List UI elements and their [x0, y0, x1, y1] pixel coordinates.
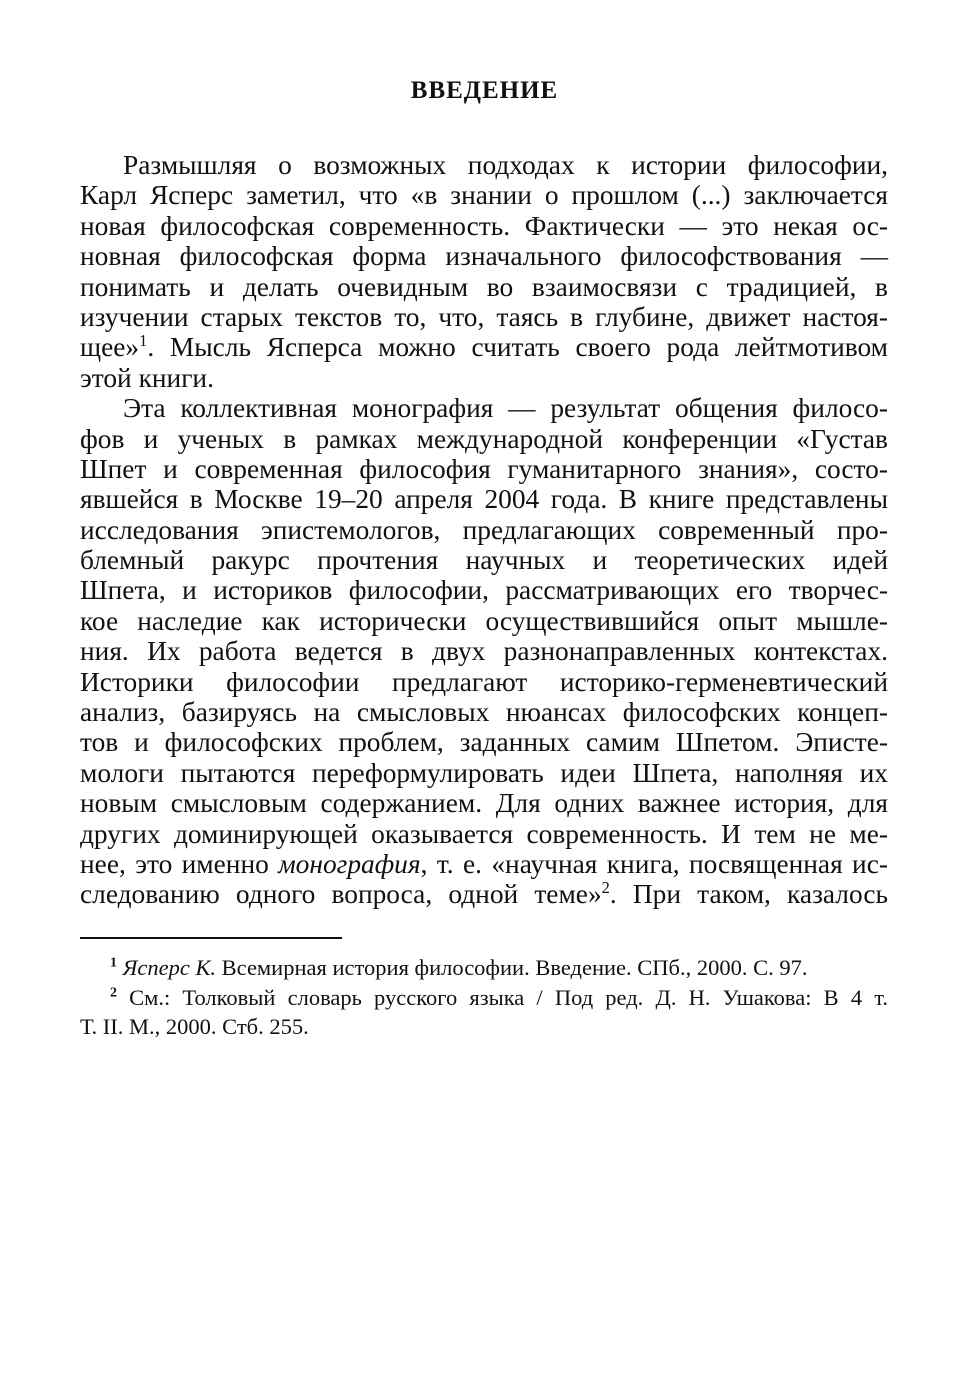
text-line: мологи пытаются переформулировать идеи Шпета, наполняя их [80, 757, 888, 788]
text-fragment: щее» [80, 332, 140, 363]
text-line: Историки философии предлагают историко-герменевтический [80, 666, 888, 697]
text-line: явшейся в Москве 19–20 апреля 2004 года. В книге представлены [80, 484, 888, 515]
footnote-1 [80, 953, 888, 983]
footnote-divider [80, 937, 342, 939]
text-line: понимать и делать очевидным во взаимосвязи с традицией, в [80, 271, 888, 302]
footnote-author: Ясперс К. [122, 955, 217, 980]
text-line: новная философская форма изначального философствования — [80, 241, 888, 272]
text-line: Карл Ясперс заметил, что «в знании о прошлом (...) заключается [80, 180, 888, 211]
text-fragment: , т. е. «научная книга, посвященная ис- [420, 848, 888, 879]
text-line: кое наследие как исторически осуществившийся опыт мышле- [80, 605, 888, 636]
text-line: новым смысловым содержанием. Для одних важнее история, для [80, 788, 888, 819]
footnote-marker: 1 [110, 955, 117, 971]
footnotes [80, 953, 888, 1042]
text-line: исследования эпистемологов, предлагающих современный про- [80, 514, 888, 545]
main-text [80, 150, 888, 910]
footnote-text: Всемирная история философии. Введение. СПб., 2000. С. 97. [216, 955, 808, 980]
text-fragment: . При таком, казалось [609, 879, 888, 910]
text-fragment: следованию одного вопроса, одной теме» [80, 879, 602, 910]
paragraph-1 [80, 150, 888, 393]
text-line [80, 879, 888, 909]
text-line: тов и философских проблем, заданных самим Шпетом. Эписте- [80, 727, 888, 758]
paragraph-2 [80, 393, 888, 910]
text-line: Размышляя о возможных подходах к истории философии, [123, 150, 888, 180]
footnote-marker: 2 [110, 985, 117, 1001]
text-line: фов и ученых в рамках международной конференции «Густав [80, 423, 888, 454]
text-line: Эта коллективная монография — результат общения филосо- [123, 393, 888, 424]
text-line: новая философская современность. Фактически — это некая ос- [80, 210, 888, 241]
text-line: изучении старых текстов то, что, таясь в глубине, движет настоя- [80, 301, 888, 332]
footnote-2 [80, 983, 888, 1013]
text-line: блемный ракурс прочтения научных и теоретических идей [80, 545, 888, 576]
text-line [80, 849, 888, 879]
footnote-text: См.: Толковый словарь русского языка / Под ред. Д. Н. Ушакова: В 4 т. [116, 984, 888, 1010]
text-line: других доминирующей оказывается современность. И тем не ме- [80, 818, 888, 849]
text-line: этой книги. [80, 362, 214, 393]
text-line [80, 332, 888, 362]
footnote-2-continued: Т. II. М., 2000. Стб. 255. [80, 1014, 309, 1040]
page-title: ВВЕДЕНИЕ [410, 77, 559, 104]
text-line: анализ, базируясь на смысловых нюансах философских концеп- [80, 697, 888, 728]
text-line: Шпет и современная философия гуманитарного знания», состо- [80, 453, 888, 484]
emphasis-term: монография [278, 848, 421, 879]
text-line: Шпета, и историков философии, рассматривающих его творчес- [80, 575, 888, 606]
footnote-ref-1[interactable]: 1 [139, 331, 148, 351]
footnote-ref-2[interactable]: 2 [601, 878, 610, 898]
text-fragment: нее, это именно [80, 848, 279, 879]
text-fragment: . Мысль Ясперса можно считать своего рода лейтмотивом [147, 332, 888, 363]
text-line: ния. Их работа ведется в двух разнонаправленных контекстах. [80, 636, 888, 667]
